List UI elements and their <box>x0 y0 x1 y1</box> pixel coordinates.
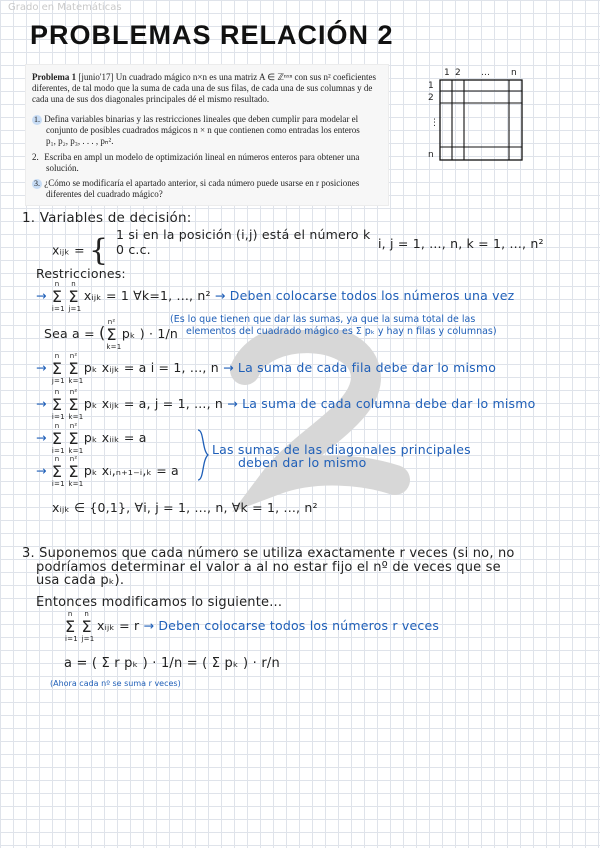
restriction-3 <box>36 387 536 421</box>
problem-statement <box>25 64 389 206</box>
item-1-number: 1. <box>34 115 40 124</box>
problem-intro-3: cada una de sus dos diagonales principales dé el mismo resultado. <box>32 94 270 104</box>
restriction-2 <box>36 351 497 385</box>
problem-intro-2: diferentes, de tal modo que la suma de cada una de sus filas, de cada una de sus columnas y de <box>32 83 373 93</box>
arrow-icon: → <box>36 463 47 478</box>
sum-j-icon: Σ n j=1 <box>81 609 95 643</box>
variable-case-1: 1 si en la posición (i,j) está el número k <box>116 227 371 242</box>
section-3-line-4: Entonces modificamos lo siguiente... <box>36 595 283 610</box>
a-note-line-2: elementos del cuadrado mágico es Σ pₖ y hay n filas y columnas) <box>186 326 497 337</box>
variable-domain: i, j = 1, ..., n, k = 1, ..., n² <box>378 236 544 251</box>
item-2-line-a: Escriba en ampl un modelo de optimización lineal en números enteros para obtener una <box>44 152 360 162</box>
variable-name: xᵢⱼₖ = <box>52 242 85 258</box>
sum-k-icon: Σ n² k=1 <box>68 351 84 385</box>
sum-k-icon: Σ n² k=1 <box>68 421 84 455</box>
a-definition: Sea a = (Σ n² k=1 pₖ ) · 1/n <box>44 317 179 351</box>
problem-label: Problema 1 <box>32 72 77 82</box>
variable-case-2: 0 c.c. <box>116 242 151 257</box>
item-2-number: 2. <box>32 152 39 162</box>
arrow-icon: → <box>36 396 47 411</box>
restriction-2-note: → La suma de cada fila debe dar lo mismo <box>223 360 497 375</box>
restriction-1 <box>36 279 515 313</box>
sum-j-icon: Σ n j=1 <box>51 351 65 385</box>
arrow-icon: → <box>36 288 47 303</box>
restriction-2-body: pₖ xᵢⱼₖ = a i = 1, ..., n <box>83 360 219 375</box>
sum-k-icon: Σ n² k=1 <box>68 387 84 421</box>
magic-square-grid <box>425 68 535 168</box>
col-label: ... <box>481 68 491 78</box>
restriction-1-body: xᵢⱼₖ = 1 ∀k=1, ..., n² <box>83 288 211 303</box>
restriction-5 <box>36 454 179 488</box>
sum-i-icon: Σ n i=1 <box>51 454 65 488</box>
restriction-3-note: → La suma de cada columna debe dar lo mismo <box>227 396 536 411</box>
sum-k-icon: Σ n² k=1 <box>106 317 122 351</box>
section-3-restriction-body: xᵢⱼₖ = r <box>97 618 140 633</box>
diagonal-note-line-1: Las sumas de las diagonales principales <box>212 442 471 457</box>
section-3-restriction-note: → Deben colocarse todos los números r veces <box>143 618 440 633</box>
sum-i-icon: Σ n i=1 <box>51 279 65 313</box>
diagonal-note-line-2: deben dar lo mismo <box>238 455 367 470</box>
a-definition-body: pₖ ) · 1/n <box>121 326 179 341</box>
item-2-line-b: solución. <box>46 163 79 173</box>
watermark-text: Grado en Matemáticas <box>8 2 122 13</box>
restriction-3-body: pₖ xᵢⱼₖ = a, j = 1, ..., n <box>83 396 224 411</box>
col-label: 2 <box>455 68 461 78</box>
restriction-4 <box>36 421 147 455</box>
row-label: ⋮ <box>430 118 440 128</box>
sum-i-icon: Σ n i=1 <box>65 609 78 643</box>
sum-i-icon: Σ n i=1 <box>51 387 65 421</box>
row-label: n <box>428 150 434 160</box>
section-3-a-formula: a = ( Σ r pₖ ) · 1/n = ( Σ pₖ ) · r/n <box>64 656 280 671</box>
a-note-line-1: (Es lo que tienen que dar las sumas, ya que la suma total de las <box>170 314 476 325</box>
item-3-number: 3. <box>34 179 40 188</box>
restriction-5-body: pₖ xᵢ,ₙ₊₁₋ᵢ,ₖ = a <box>83 463 179 478</box>
section-3-line-2: podríamos determinar el valor a al no estar fijo el nº de veces que se <box>36 560 501 575</box>
section-1-heading: 1. Variables de decisión: <box>22 210 192 226</box>
section-3-a-note: (Ahora cada nº se suma r veces) <box>50 679 181 688</box>
a-definition-left: Sea a = <box>44 326 95 341</box>
restrictions-heading: Restricciones: <box>36 266 126 281</box>
col-label: 1 <box>444 68 450 78</box>
item-1-line-a: Defina variables binarias y las restricciones lineales que deben cumplir para modelar el <box>44 114 359 124</box>
right-brace-icon <box>196 428 210 482</box>
page-title: PROBLEMAS RELACIÓN 2 <box>30 20 394 50</box>
row-label: 2 <box>428 93 434 103</box>
row-label: 1 <box>428 81 434 91</box>
sum-k-icon: Σ n² k=1 <box>68 454 84 488</box>
col-label: n <box>511 68 517 78</box>
problem-intro: [junio'17] Un cuadrado mágico n×n es una matriz A ∈ ℤⁿˣⁿ con sus n² coeficientes <box>78 72 376 82</box>
item-3-line-a: ¿Cómo se modificaría el apartado anterior, si cada número puede usarse en r posiciones <box>44 178 360 188</box>
sum-j-icon: Σ n j=1 <box>68 279 82 313</box>
item-1-line-b: conjunto de posibles cuadrados mágicos n × n que contienen como entradas los enteros <box>46 125 360 135</box>
decorative-2-graphic <box>215 330 435 520</box>
arrow-icon: → <box>36 360 47 375</box>
restriction-1-note: → Deben colocarse todos los números una vez <box>214 288 515 303</box>
binary-constraint: xᵢⱼₖ ∈ {0,1}, ∀i, j = 1, ..., n, ∀k = 1, ..., n² <box>52 500 318 515</box>
section-3-line-3: usa cada pₖ). <box>36 573 125 588</box>
section-3-line-1: 3. Suponemos que cada número se utiliza exactamente r veces (si no, no <box>22 546 515 561</box>
item-3-line-b: diferentes del cuadrado mágico? <box>46 189 163 199</box>
section-3-restriction <box>64 609 440 643</box>
item-1-line-c: p₁, p₂, p₃, . . . , pₙ². <box>46 136 114 146</box>
brace-icon: { <box>88 233 109 268</box>
variable-definition <box>52 233 109 268</box>
restriction-4-body: pₖ xᵢᵢₖ = a <box>83 430 147 445</box>
arrow-icon: → <box>36 430 47 445</box>
sum-i-icon: Σ n i=1 <box>51 421 65 455</box>
grid-lines <box>439 79 523 161</box>
